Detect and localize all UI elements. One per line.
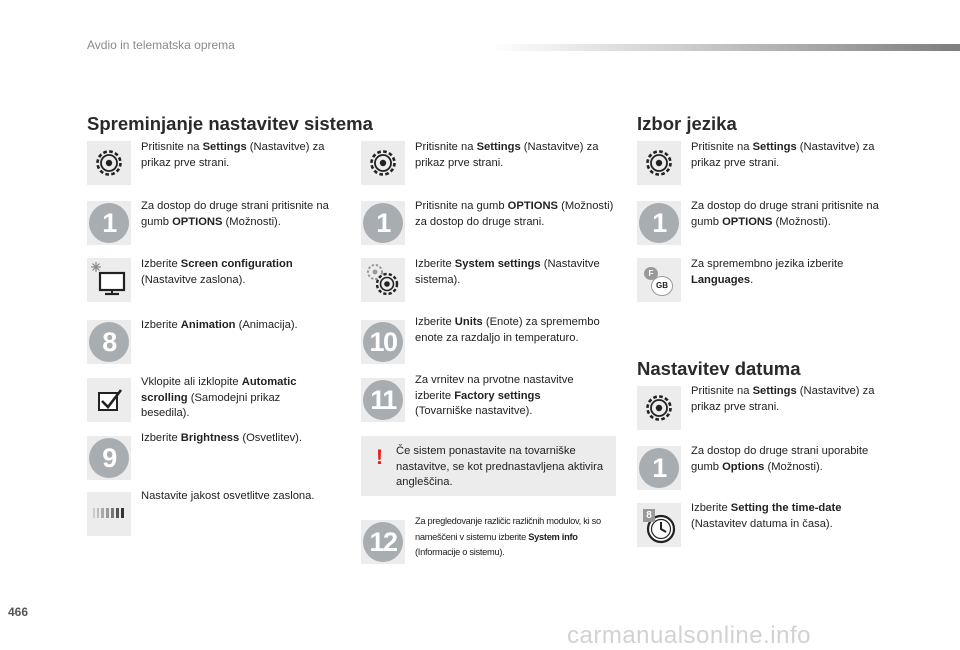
language-f-label: F [644, 267, 658, 280]
step-number-box [361, 320, 405, 364]
step-settings-text: Pritisnite na Settings (Nastavitve) za prikaz prve strani. [691, 385, 875, 413]
step-automatic-scrolling-text: Vklopite ali izklopite Automatic scrolling (Samodejni prikaz besedila). [141, 376, 297, 419]
step-number: 1 [639, 448, 679, 488]
header-gradient-bar [490, 44, 960, 51]
step-options-text: Za dostop do druge strani pritisnite na gumb OPTIONS (Možnosti). [691, 200, 879, 228]
step-settings-text: Pritisnite na Settings (Nastavitve) za prikaz prve strani. [691, 141, 875, 169]
step-number-box [87, 320, 131, 364]
warning-exclamation-icon: ! [376, 446, 383, 469]
warning-box [361, 436, 616, 496]
step-settings-text: Pritisnite na Settings (Nastavitve) za prikaz prve strani. [141, 141, 325, 169]
clock-digit: 8 [646, 510, 652, 521]
step-number: 1 [363, 203, 403, 243]
section-title-date: Nastavitev datuma [637, 358, 801, 379]
step-options-text: Za dostop do druge strani pritisnite na gumb OPTIONS (Možnosti). [141, 200, 329, 228]
step-brightness-level-text: Nastavite jakost osvetlitve zaslona. [141, 490, 315, 502]
clock-date-icon [637, 503, 681, 547]
language-flags-icon [637, 258, 681, 302]
brightness-level-icon [87, 492, 131, 536]
page-number: 466 [8, 605, 29, 619]
step-number: 8 [89, 322, 129, 362]
running-header: Avdio in telematska oprema [87, 38, 235, 52]
step-languages-text: Za spremembno jezika izberite Languages. [691, 258, 844, 286]
settings-gear-icon [637, 386, 681, 430]
step-options-text: Pritisnite na gumb OPTIONS (Možnosti) za dostop do druge strani. [415, 200, 614, 228]
step-number-box [637, 446, 681, 490]
checkbox-tick-icon [87, 378, 131, 422]
step-number-box [637, 201, 681, 245]
watermark: carmanualsonline.info [567, 622, 811, 649]
system-settings-gears-icon [361, 258, 405, 302]
step-number-box [361, 378, 405, 422]
step-brightness-text: Izberite Brightness (Osvetlitev). [141, 432, 303, 444]
settings-gear-icon [87, 141, 131, 185]
step-number: 9 [89, 438, 129, 478]
step-system-info-text: Za pregledovanje različic različnih modulov, ki so nameščeni v sistemu izberite System info (Informacije o sistemu). [415, 516, 601, 557]
screen-configuration-icon [87, 258, 131, 302]
step-settings-text: Pritisnite na Settings (Nastavitve) za prikaz prve strani. [415, 141, 599, 169]
step-number: 10 [363, 322, 403, 362]
settings-gear-icon [361, 141, 405, 185]
step-time-date-text: Izberite Setting the time-date (Nastavitev datuma in časa). [691, 502, 842, 530]
step-number: 1 [89, 203, 129, 243]
step-screen-configuration-text: Izberite Screen configuration (Nastavitve zaslona). [141, 258, 293, 286]
settings-gear-icon [637, 141, 681, 185]
step-number-box [87, 201, 131, 245]
step-number: 1 [639, 203, 679, 243]
section-title-language: Izbor jezika [637, 113, 737, 134]
step-factory-settings-text: Za vrnitev na prvotne nastavitve izberite Factory settings (Tovarniške nastavitve). [415, 374, 574, 417]
step-number-box [361, 201, 405, 245]
step-units-text: Izberite Units (Enote) za spremembo enote za razdaljo in temperaturo. [415, 316, 600, 344]
warning-text: Če sistem ponastavite na tovarniške nastavitve, se kot prednastavljena aktivira angleščina. [396, 445, 604, 488]
step-number: 11 [363, 380, 403, 420]
step-number-box [87, 436, 131, 480]
language-gb-label: GB [651, 276, 673, 296]
step-options-text: Za dostop do druge strani uporabite gumb Options (Možnosti). [691, 445, 869, 473]
step-number: 12 [363, 522, 403, 562]
step-number-box [361, 520, 405, 564]
section-title-system-settings: Spreminjanje nastavitev sistema [87, 113, 373, 134]
step-animation-text: Izberite Animation (Animacija). [141, 319, 298, 331]
step-system-settings-text: Izberite System settings (Nastavitve sistema). [415, 258, 600, 286]
